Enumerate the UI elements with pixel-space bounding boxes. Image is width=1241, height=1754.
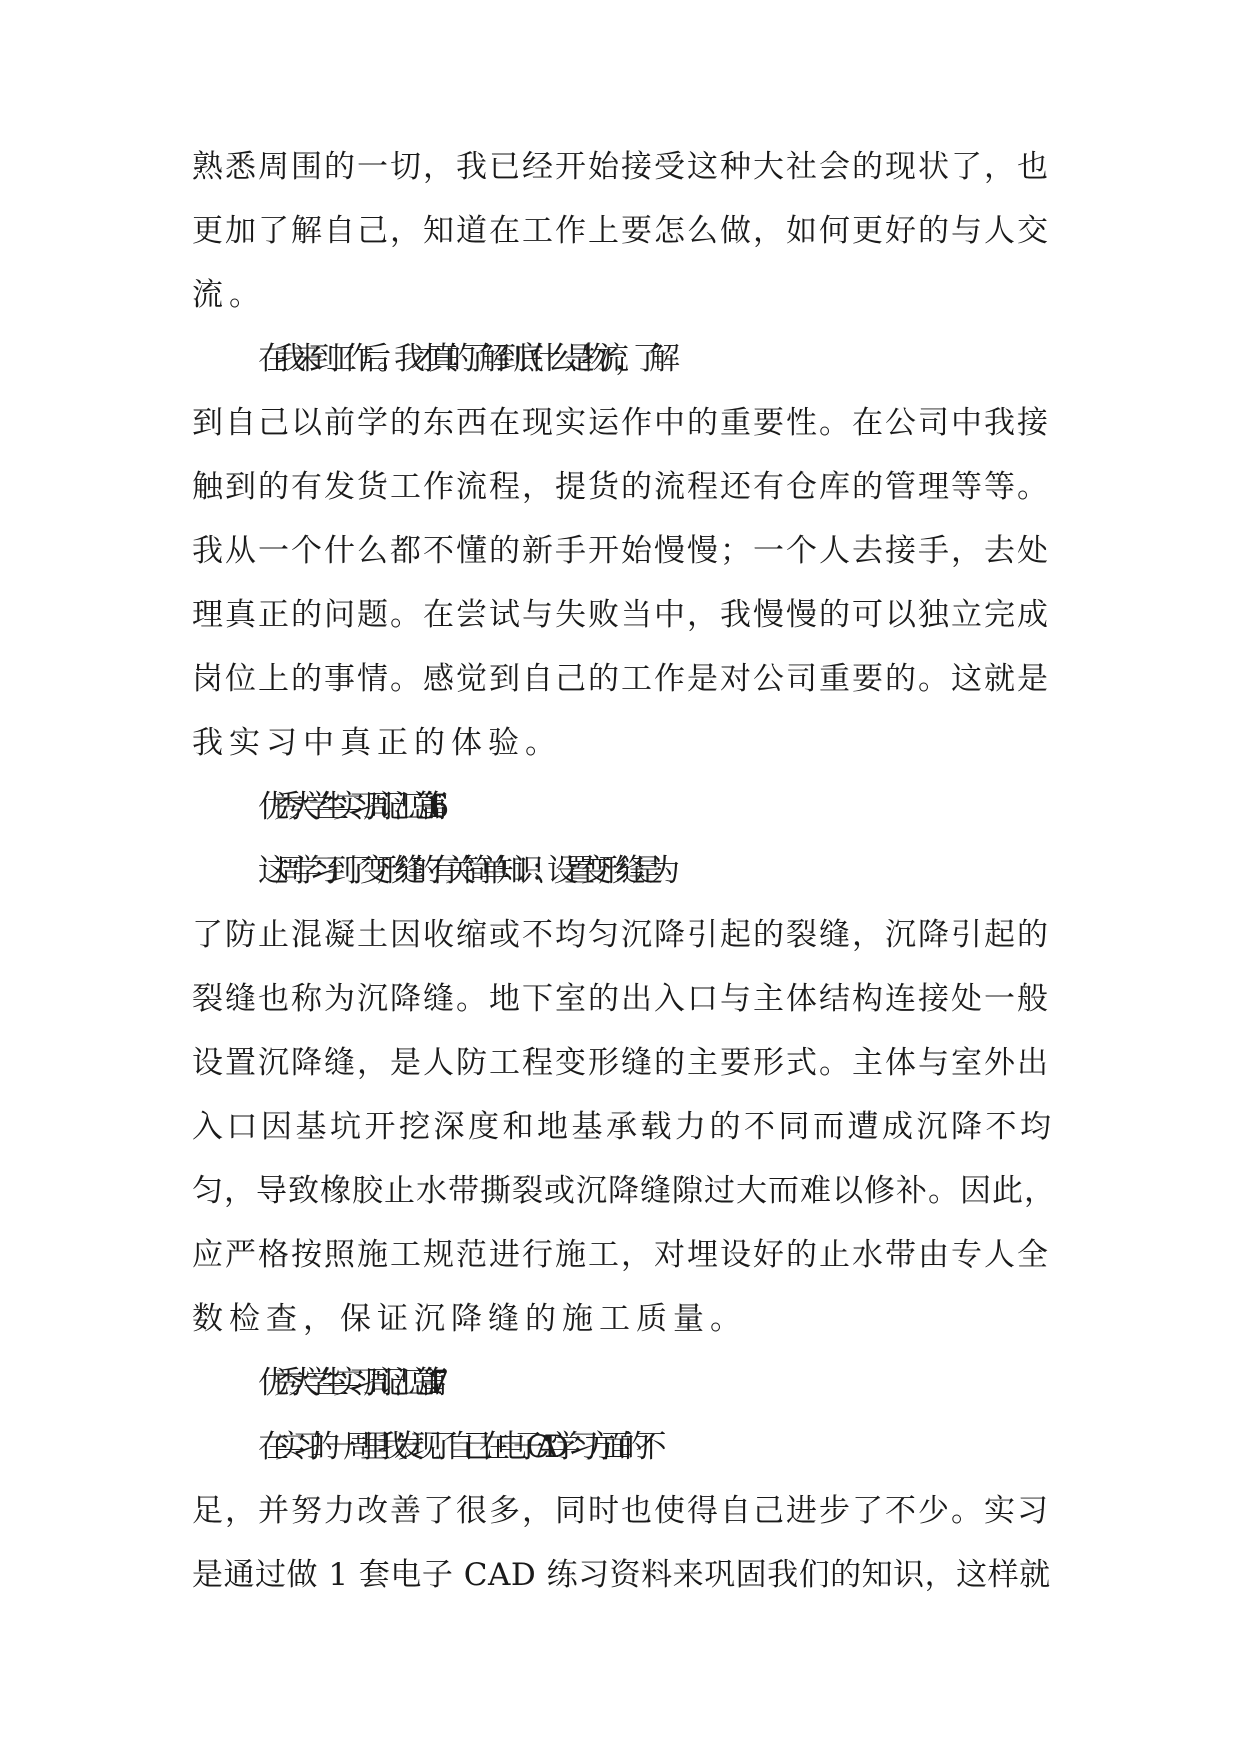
paragraph-line: 是通过做 1 套电子 CAD 练习资料来巩固我们的知识，这样就 [192, 1557, 1051, 1593]
paragraph-line: 设置沉降缝，是人防工程变形缝的主要形式。主体与室外出 [192, 1045, 1050, 1081]
paragraph-line: 触到的有发货工作流程，提货的流程还有仓库的管理等等。 [192, 469, 1050, 505]
paragraph-line: 应严格按照施工规范进行施工，对埋设好的止水带由专人全 [192, 1237, 1050, 1273]
paragraph-line: 足，并努力改善了很多，同时也使得自己进步了不少。实习 [192, 1493, 1050, 1529]
paragraph-line: 匀，导致橡胶止水带撕裂或沉降缝隙过大而难以修补。因此， [192, 1173, 1056, 1209]
paragraph-line: 熟悉周围的一切，我已经开始接受这种大社会的现状了，也 [192, 149, 1050, 185]
paragraph-line: 了防止混凝土因收缩或不均匀沉降引起的裂缝，沉降引起的 [192, 917, 1050, 953]
paragraph-line: 裂缝也称为沉降缝。地下室的出入口与主体结构连接处一般 [192, 981, 1050, 1017]
paragraph-line: 岗位上的事情。感觉到自己的工作是对公司重要的。这就是 [192, 661, 1050, 697]
paragraph-line: 我从一个什么都不懂的新手开始慢慢；一个人去接手，去处 [192, 533, 1050, 569]
paragraph-line: 数检查，保证沉降缝的施工质量。 [192, 1301, 747, 1337]
section-heading: 优秀大学生实习周记汇总 篇 16 [258, 789, 434, 825]
paragraph-line: 理真正的问题。在尝试与失败当中，我慢慢的可以独立完成 [192, 597, 1050, 633]
paragraph-line: 到自己以前学的东西在现实运作中的重要性。在公司中我接 [192, 405, 1050, 441]
paragraph-line: 入口因基坑开挖深度和地基承载力的不同而遭成沉降不均 [192, 1109, 1055, 1145]
paragraph-line: 在实习的一周里我发现了自己在电子 CAD 学习方面的不 [258, 1429, 653, 1465]
paragraph-line: 更加了解自己，知道在工作上要怎么做，如何更好的与人交 [192, 213, 1050, 249]
paragraph-line: 在我来到工作后。我才真的了解到底什么是物流，了解 [258, 341, 666, 377]
paragraph-line: 这周学习到了变形缝的有关简单知识：设置变形缝是为 [258, 853, 666, 889]
paragraph-line: 流。 [192, 277, 266, 313]
section-heading: 优秀大学生实习周记汇总 篇 17 [258, 1365, 434, 1401]
paragraph-line: 我实习中真正的体验。 [192, 725, 562, 761]
